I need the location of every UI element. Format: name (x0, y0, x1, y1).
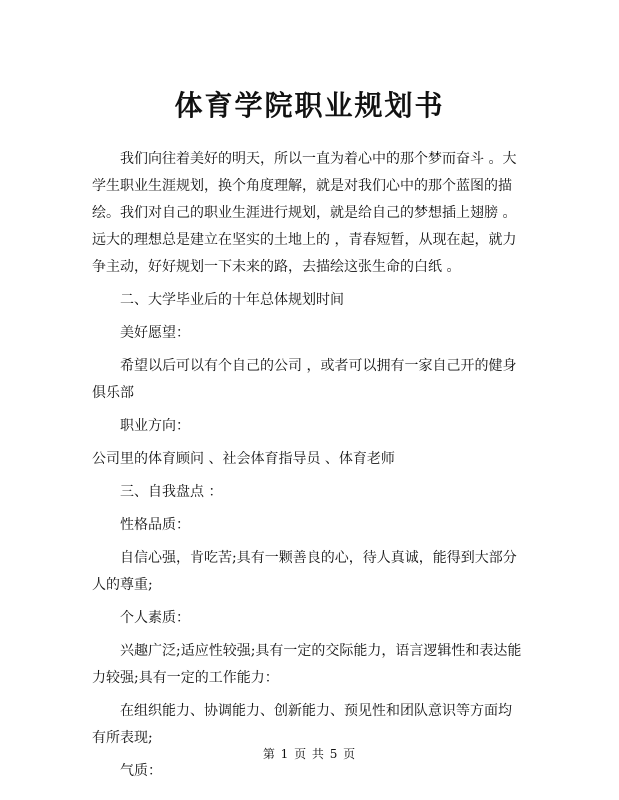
intro-paragraph: 我们向往着美好的明天，所以一直为着心中的那个梦而奋斗 。大学生职业生涯规划，换个角度理解，就是对我们心中的那个蓝图的描绘。我们对自己的职业生涯进行规划，就是给自己的梦想插上翅膀 。远大的理想总是建立在坚实的土地上的 ，青春短暂，从现在起，就力争主动，好好规划一下未来的路，去描绘这张生命的白纸 。 (92, 151, 517, 275)
section2-heading: 二、大学毕业后的十年总体规划时间 (120, 292, 344, 308)
ability-text: 在组织能力、协调能力、创新能力、预见性和团队意识等方面均有所表现; (92, 703, 512, 746)
character-text: 自信心强，肯吃苦;具有一颗善良的心，待人真诚，能得到大部分人的尊重; (92, 550, 517, 593)
character-label: 性格品质： (120, 517, 190, 533)
quality-label: 个人素质： (120, 610, 190, 626)
wish-text: 希望以后可以有个自己的公司 ，或者可以拥有一家自己开的健身俱乐部 (92, 358, 517, 401)
document-title: 体育学院职业规划书 (174, 89, 445, 122)
document-body (92, 146, 522, 791)
page-footer: 第 1 页 共 5 页 (262, 747, 357, 761)
career-label: 职业方向： (120, 418, 190, 434)
quality-text: 兴趣广泛;适应性较强;具有一定的交际能力，语言逻辑性和表达能力较强;具有一定的工作能力： (92, 643, 522, 686)
temperament-label: 气质： (120, 763, 162, 779)
career-text: 公司里的体育顾问 、社会体育指导员 、体育老师 (92, 451, 395, 467)
wish-label: 美好愿望： (120, 325, 190, 341)
section3-heading: 三、自我盘点 ： (120, 484, 223, 500)
